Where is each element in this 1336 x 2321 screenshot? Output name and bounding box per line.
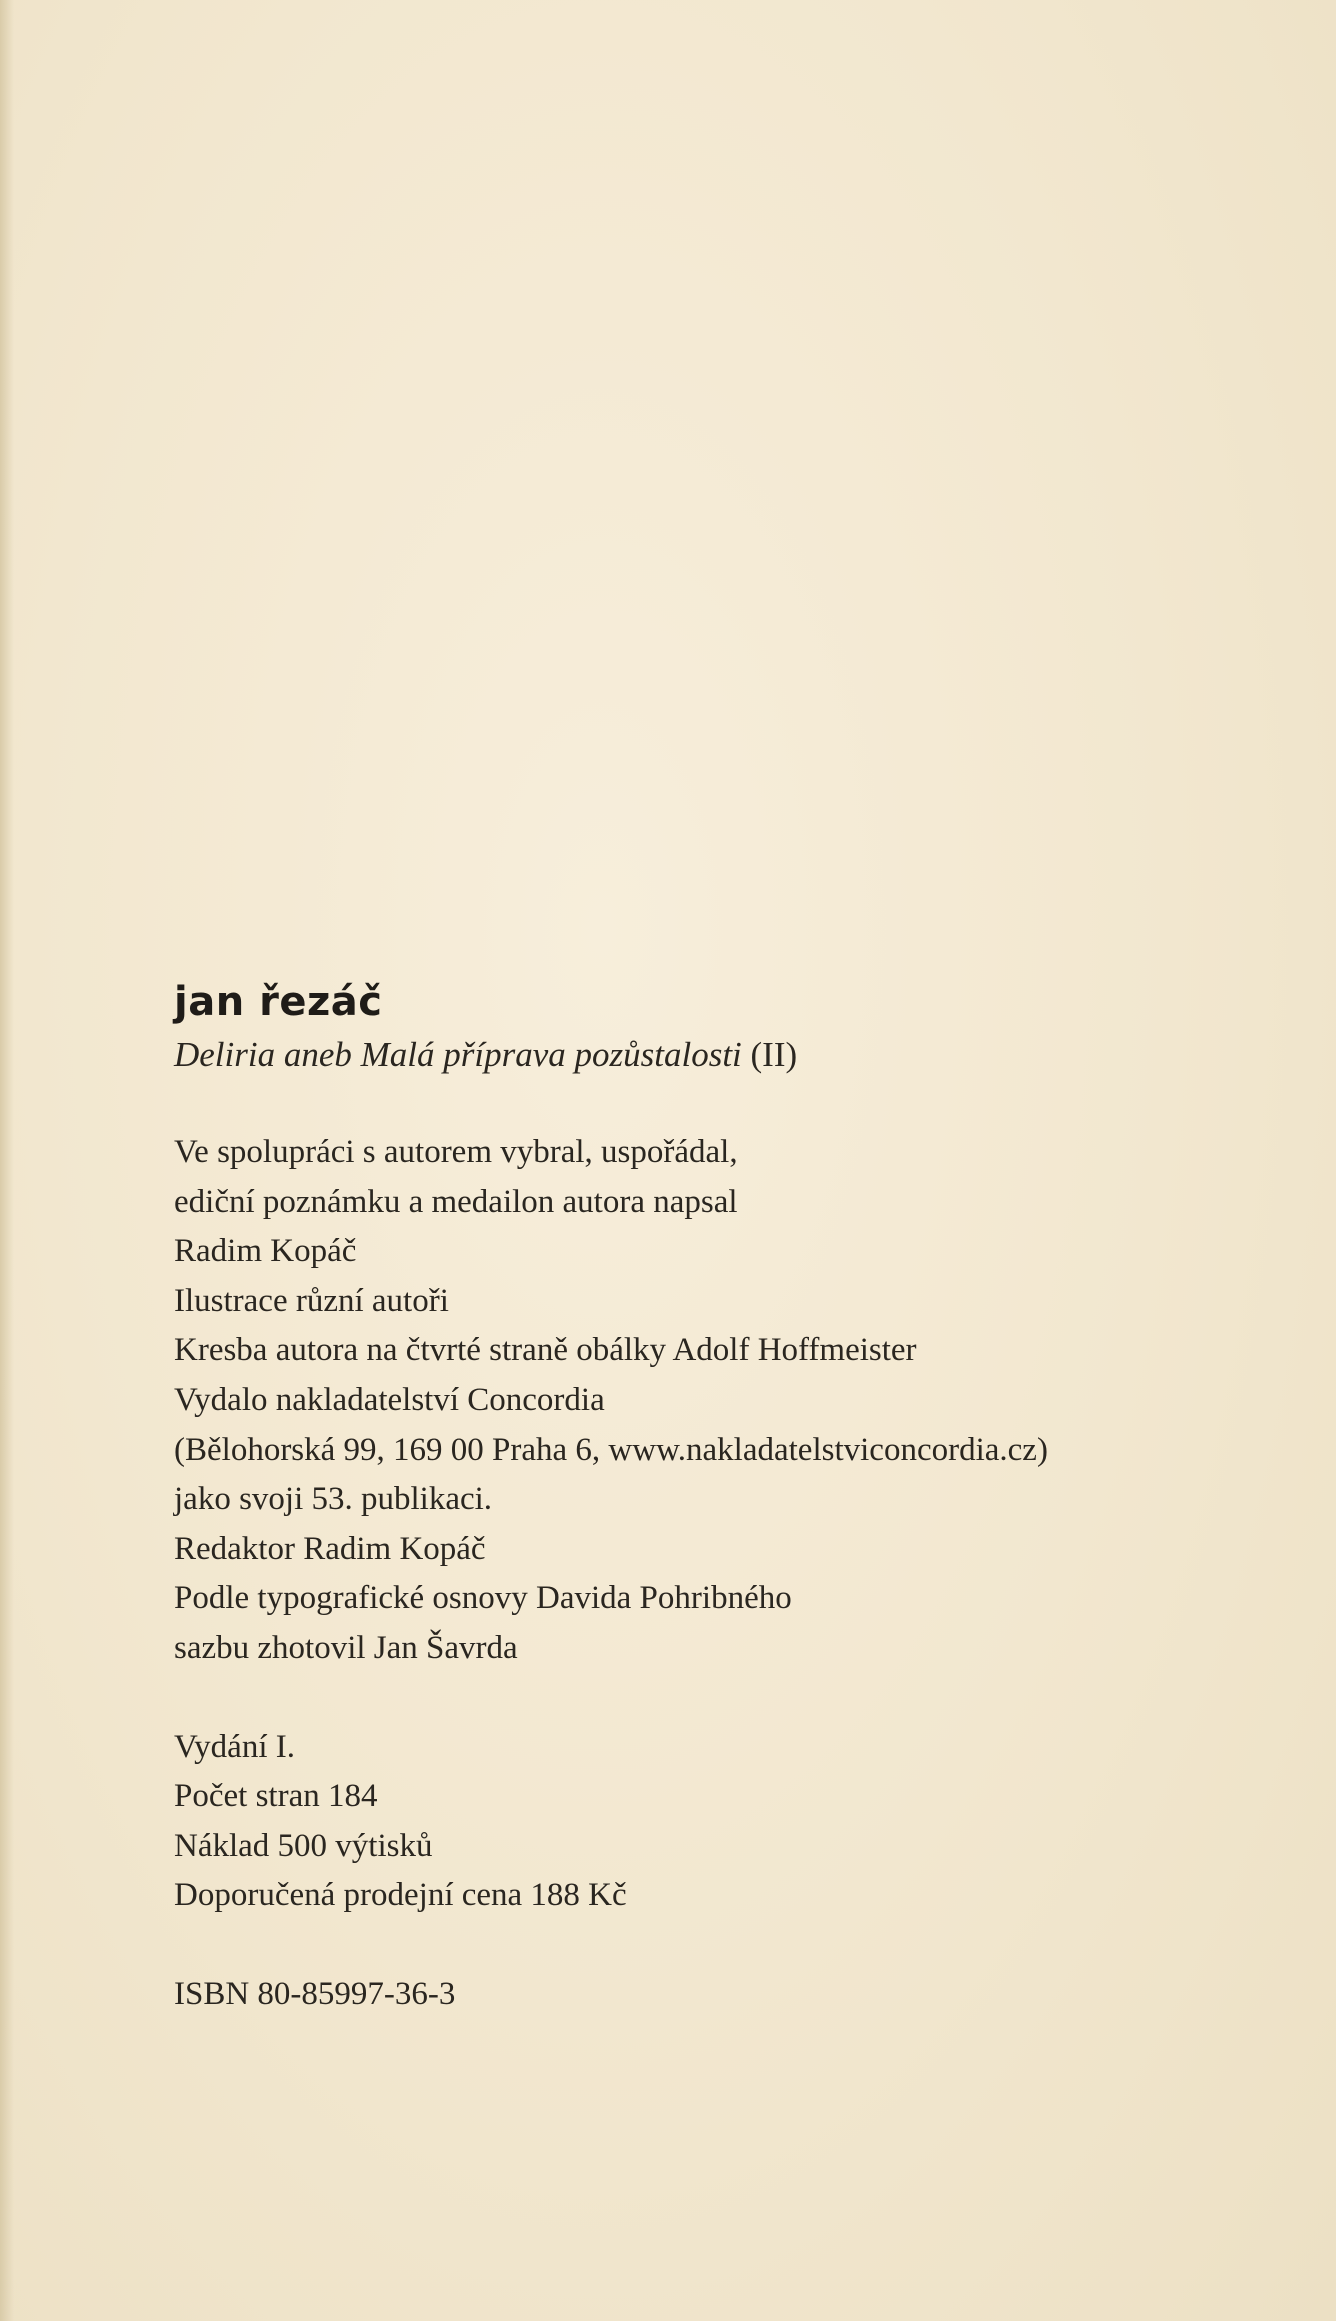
edition-block	[174, 1723, 1224, 1921]
credit-line: Redaktor Radim Kopáč	[174, 1530, 486, 1567]
credit-line: ediční poznámku a medailon autora napsal	[174, 1183, 738, 1220]
edition-line: Doporučená prodejní cena 188 Kč	[174, 1877, 627, 1914]
credit-line: Radim Kopáč	[174, 1233, 357, 1270]
colophon	[174, 978, 1224, 2020]
credit-line: Vydalo nakladatelství Concordia	[174, 1381, 605, 1418]
credit-line: jako svoji 53. publikaci.	[174, 1481, 493, 1518]
credit-line: Podle typografické osnovy Davida Pohribného	[174, 1580, 792, 1617]
book-title	[174, 1032, 1224, 1078]
edition-line: Vydání I.	[174, 1728, 295, 1765]
isbn-block	[174, 1970, 1224, 2020]
book-title-main: Deliria aneb Malá příprava pozůstalosti	[174, 1035, 742, 1074]
credit-line: Ve spolupráci s autorem vybral, uspořádal,	[174, 1134, 738, 1170]
isbn: ISBN 80-85997-36-3	[174, 1975, 456, 2012]
credit-line: (Bělohorská 99, 169 00 Praha 6, www.nakladatelstviconcordia.cz)	[174, 1431, 1048, 1468]
credit-line: Ilustrace různí autoři	[174, 1282, 449, 1319]
book-title-part: (II)	[750, 1035, 798, 1074]
edition-line: Počet stran 184	[174, 1778, 378, 1815]
author-name: jan řezáč	[174, 979, 383, 1025]
credit-line: Kresba autora na čtvrté straně obálky Adolf Hoffmeister	[174, 1332, 917, 1369]
credits-block	[174, 1128, 1224, 1674]
edition-line: Náklad 500 výtisků	[174, 1827, 433, 1864]
credit-line: sazbu zhotovil Jan Šavrda	[174, 1629, 518, 1666]
